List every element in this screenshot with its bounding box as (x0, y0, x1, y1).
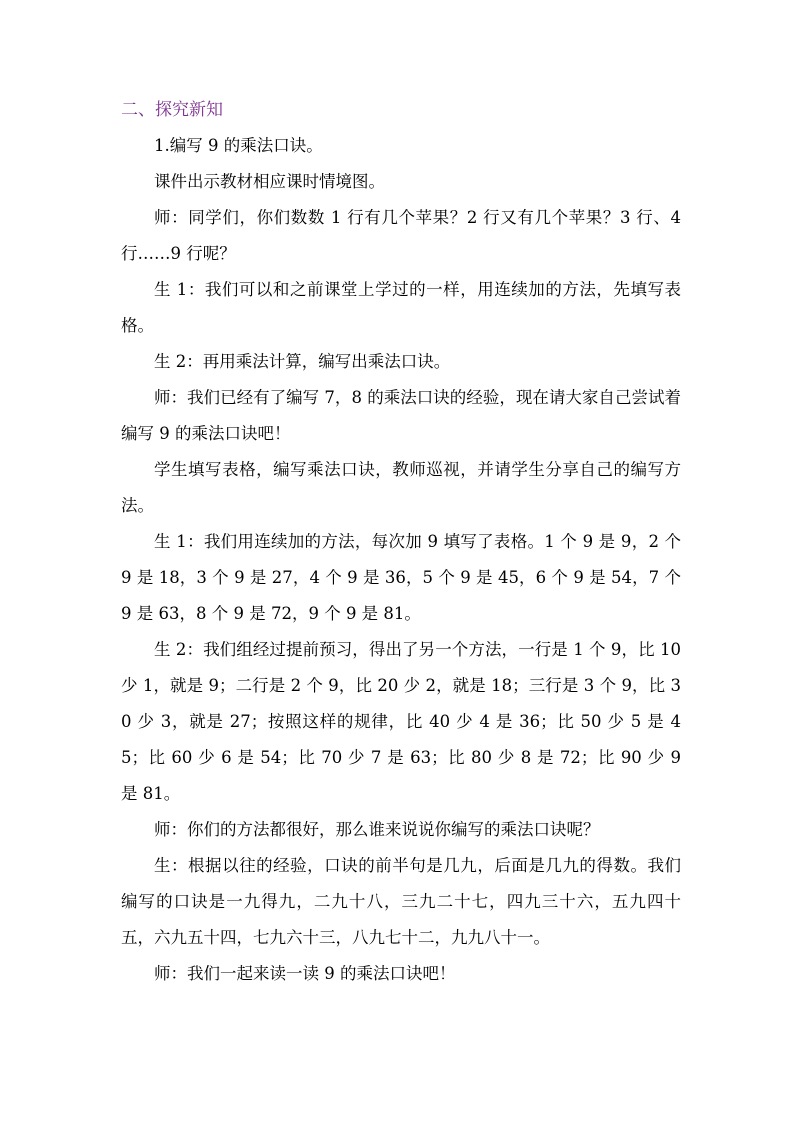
paragraph-student2-method: 生 2：我们组经过提前预习，得出了另一个方法，一行是 1 个 9，比 10 少 1，就是 9；二行是 2 个 9，比 20 少 2，就是 18；三行是 3 个 9，比 30 少 3，就是 27；按照这样的规律，比 40 少 4 是 36；比 50 少 5 是 45；比 60 少 6 是 54；比 70 少 7 是 63；比 80 少 8 是 72；比 90 少 9 是 81。 (121, 640, 681, 803)
paragraph-teacher-question: 师：同学们，你们数数 1 行有几个苹果？2 行又有几个苹果？3 行、4 行……9 行呢？ (121, 208, 681, 263)
paragraph-student1-answer: 生 1：我们可以和之前课堂上学过的一样，用连续加的方法，先填写表格。 (121, 280, 681, 335)
paragraph-student1-method: 生 1：我们用连续加的方法，每次加 9 填写了表格。1 个 9 是 9，2 个 9 是 18，3 个 9 是 27，4 个 9 是 36，5 个 9 是 45，6 个 9 是 54，7 个 9 是 63，8 个 9 是 72，9 个 9 是 81。 (121, 532, 681, 623)
paragraph-task-title: 1.编写 9 的乘法口诀。 (154, 136, 323, 155)
paragraph-teacher-prompt: 师：我们已经有了编写 7，8 的乘法口诀的经验，现在请大家自己尝试着编写 9 的乘法口诀吧！ (121, 388, 681, 443)
paragraph-courseware: 课件出示教材相应课时情境图。 (154, 172, 385, 191)
paragraph-student2-answer: 生 2：再用乘法计算，编写出乘法口诀。 (154, 352, 451, 371)
section-heading: 二、探究新知 (121, 100, 223, 120)
paragraph-teacher-praise: 师：你们的方法都很好，那么谁来说说你编写的乘法口诀呢？ (154, 820, 600, 839)
paragraph-teacher-closing: 师：我们一起来读一读 9 的乘法口诀吧！ (154, 964, 456, 983)
document-page (121, 92, 681, 992)
paragraph-activity: 学生填写表格，编写乘法口诀，教师巡视，并请学生分享自己的编写方法。 (121, 460, 681, 515)
paragraph-student-rhyme: 生：根据以往的经验，口诀的前半句是几九，后面是几九的得数。我们编写的口诀是一九得九，二九十八，三九二十七，四九三十六，五九四十五，六九五十四，七九六十三，八九七十二，九九八十一。 (121, 856, 681, 947)
